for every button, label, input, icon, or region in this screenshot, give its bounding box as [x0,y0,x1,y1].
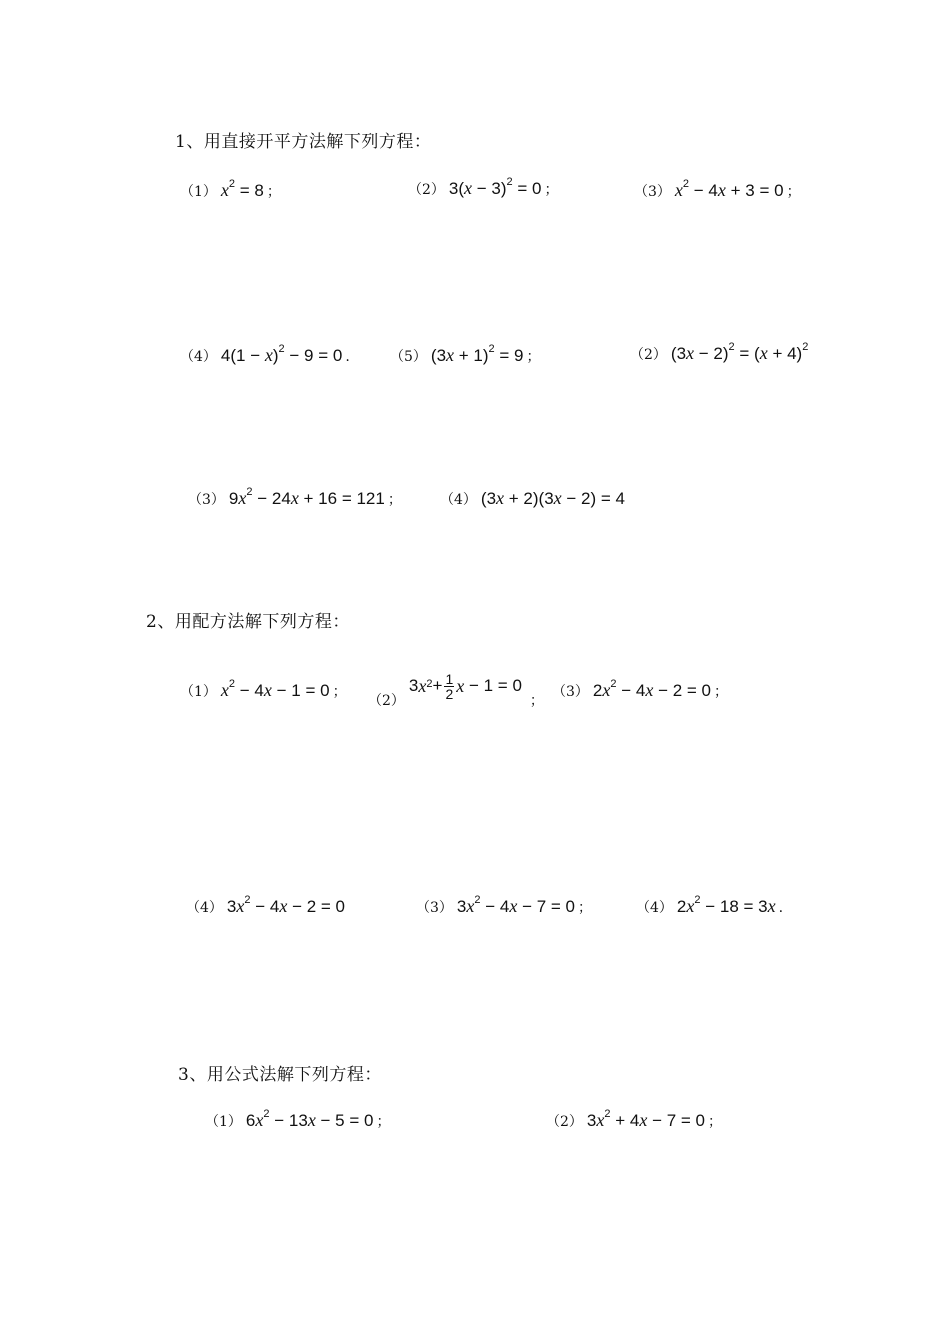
equation: $2x^2 - 4x - 2 = 0$ [592,678,712,700]
equation: $(3x - 2)^2 = (x + 4)^2$ [670,341,809,363]
equation: $x^2 - 4x - 1 = 0$ [220,678,330,700]
problem-3-1 [205,1110,390,1131]
equation: (3x + 2)(3x − 2) = 4 [480,488,625,508]
problem-label: （5） [390,349,427,365]
equation: $3(x - 3)^2 = 0$ [448,176,542,198]
problem-label: （2） [368,693,405,709]
equation: $4(1 - x)^2 - 9 = 0$ [220,343,343,365]
fraction-numerator: 1 [445,670,454,687]
equation: $2x^2 - 18 = 3x$ [676,894,776,916]
punctuation: ； [376,1114,391,1130]
equation: $3x^2 - 4x - 7 = 0$ [456,894,576,916]
problem-2-1 [180,680,347,701]
problem-1-3 [634,180,801,201]
punctuation: ； [332,684,347,700]
problem-2-4 [186,896,345,917]
punctuation: ； [526,349,541,365]
problem-label: （3） [416,900,453,916]
punctuation: . [345,349,350,365]
punctuation: ； [714,684,729,700]
problem-label: （4） [186,900,223,916]
problem-3-2 [546,1110,722,1131]
problem-label: （1） [180,184,217,200]
equation: $x^2 = 8$ [220,178,264,200]
problem-label: （1） [180,684,217,700]
problem-2-5 [416,896,592,917]
fraction-denominator: 2 [445,685,454,702]
equation: $x^2 - 4x + 3 = 0$ [674,178,784,200]
punctuation: ； [786,184,801,200]
fraction [444,672,454,701]
equation: $3x^2 - 4x - 2 = 0$ [226,894,346,916]
problem-label: （2） [546,1114,583,1130]
equation: $6x^2 - 13x - 5 = 0$ [245,1108,374,1130]
punctuation: . [778,900,784,916]
problem-label: （1） [205,1114,242,1130]
problem-label: （4） [636,900,673,916]
section2-heading: 2、用配方法解下列方程： [146,612,350,632]
problem-1-6 [630,343,808,364]
equation: $9x^2 - 24x + 16 = 121$ [228,486,385,508]
problem-2-3 [552,680,728,701]
punctuation: ； [529,693,544,709]
problem-label: （4） [440,492,477,508]
problem-1-5 [390,345,541,366]
punctuation: ； [387,492,402,508]
problem-2-6 [636,896,783,917]
punctuation: ； [708,1114,723,1130]
problem-1-7 [188,488,402,509]
section1-heading: 1、用直接开平方法解下列方程： [175,132,432,152]
problem-label: （3） [634,184,671,200]
equation: $(3x + 1)^2 = 9$ [430,343,524,365]
problem-label: （2） [630,347,667,363]
problem-1-8 [440,488,625,509]
problem-1-1 [180,180,281,201]
equation: 3 x $^2$ + $\frac{1}{2}$ x − 1 = 0 [408,670,522,702]
punctuation: ； [266,184,281,200]
problem-label: （2） [408,182,445,198]
problem-1-4 [180,345,350,366]
punctuation: ； [578,900,593,916]
equation: $3x^2 + 4x - 7 = 0$ [586,1108,706,1130]
problem-label: （3） [188,492,225,508]
problem-2-2 [368,662,544,710]
punctuation: ； [544,182,559,198]
problem-1-2 [408,178,559,199]
problem-label: （3） [552,684,589,700]
problem-label: （4） [180,349,217,365]
section3-heading: 3、用公式法解下列方程： [178,1065,382,1085]
